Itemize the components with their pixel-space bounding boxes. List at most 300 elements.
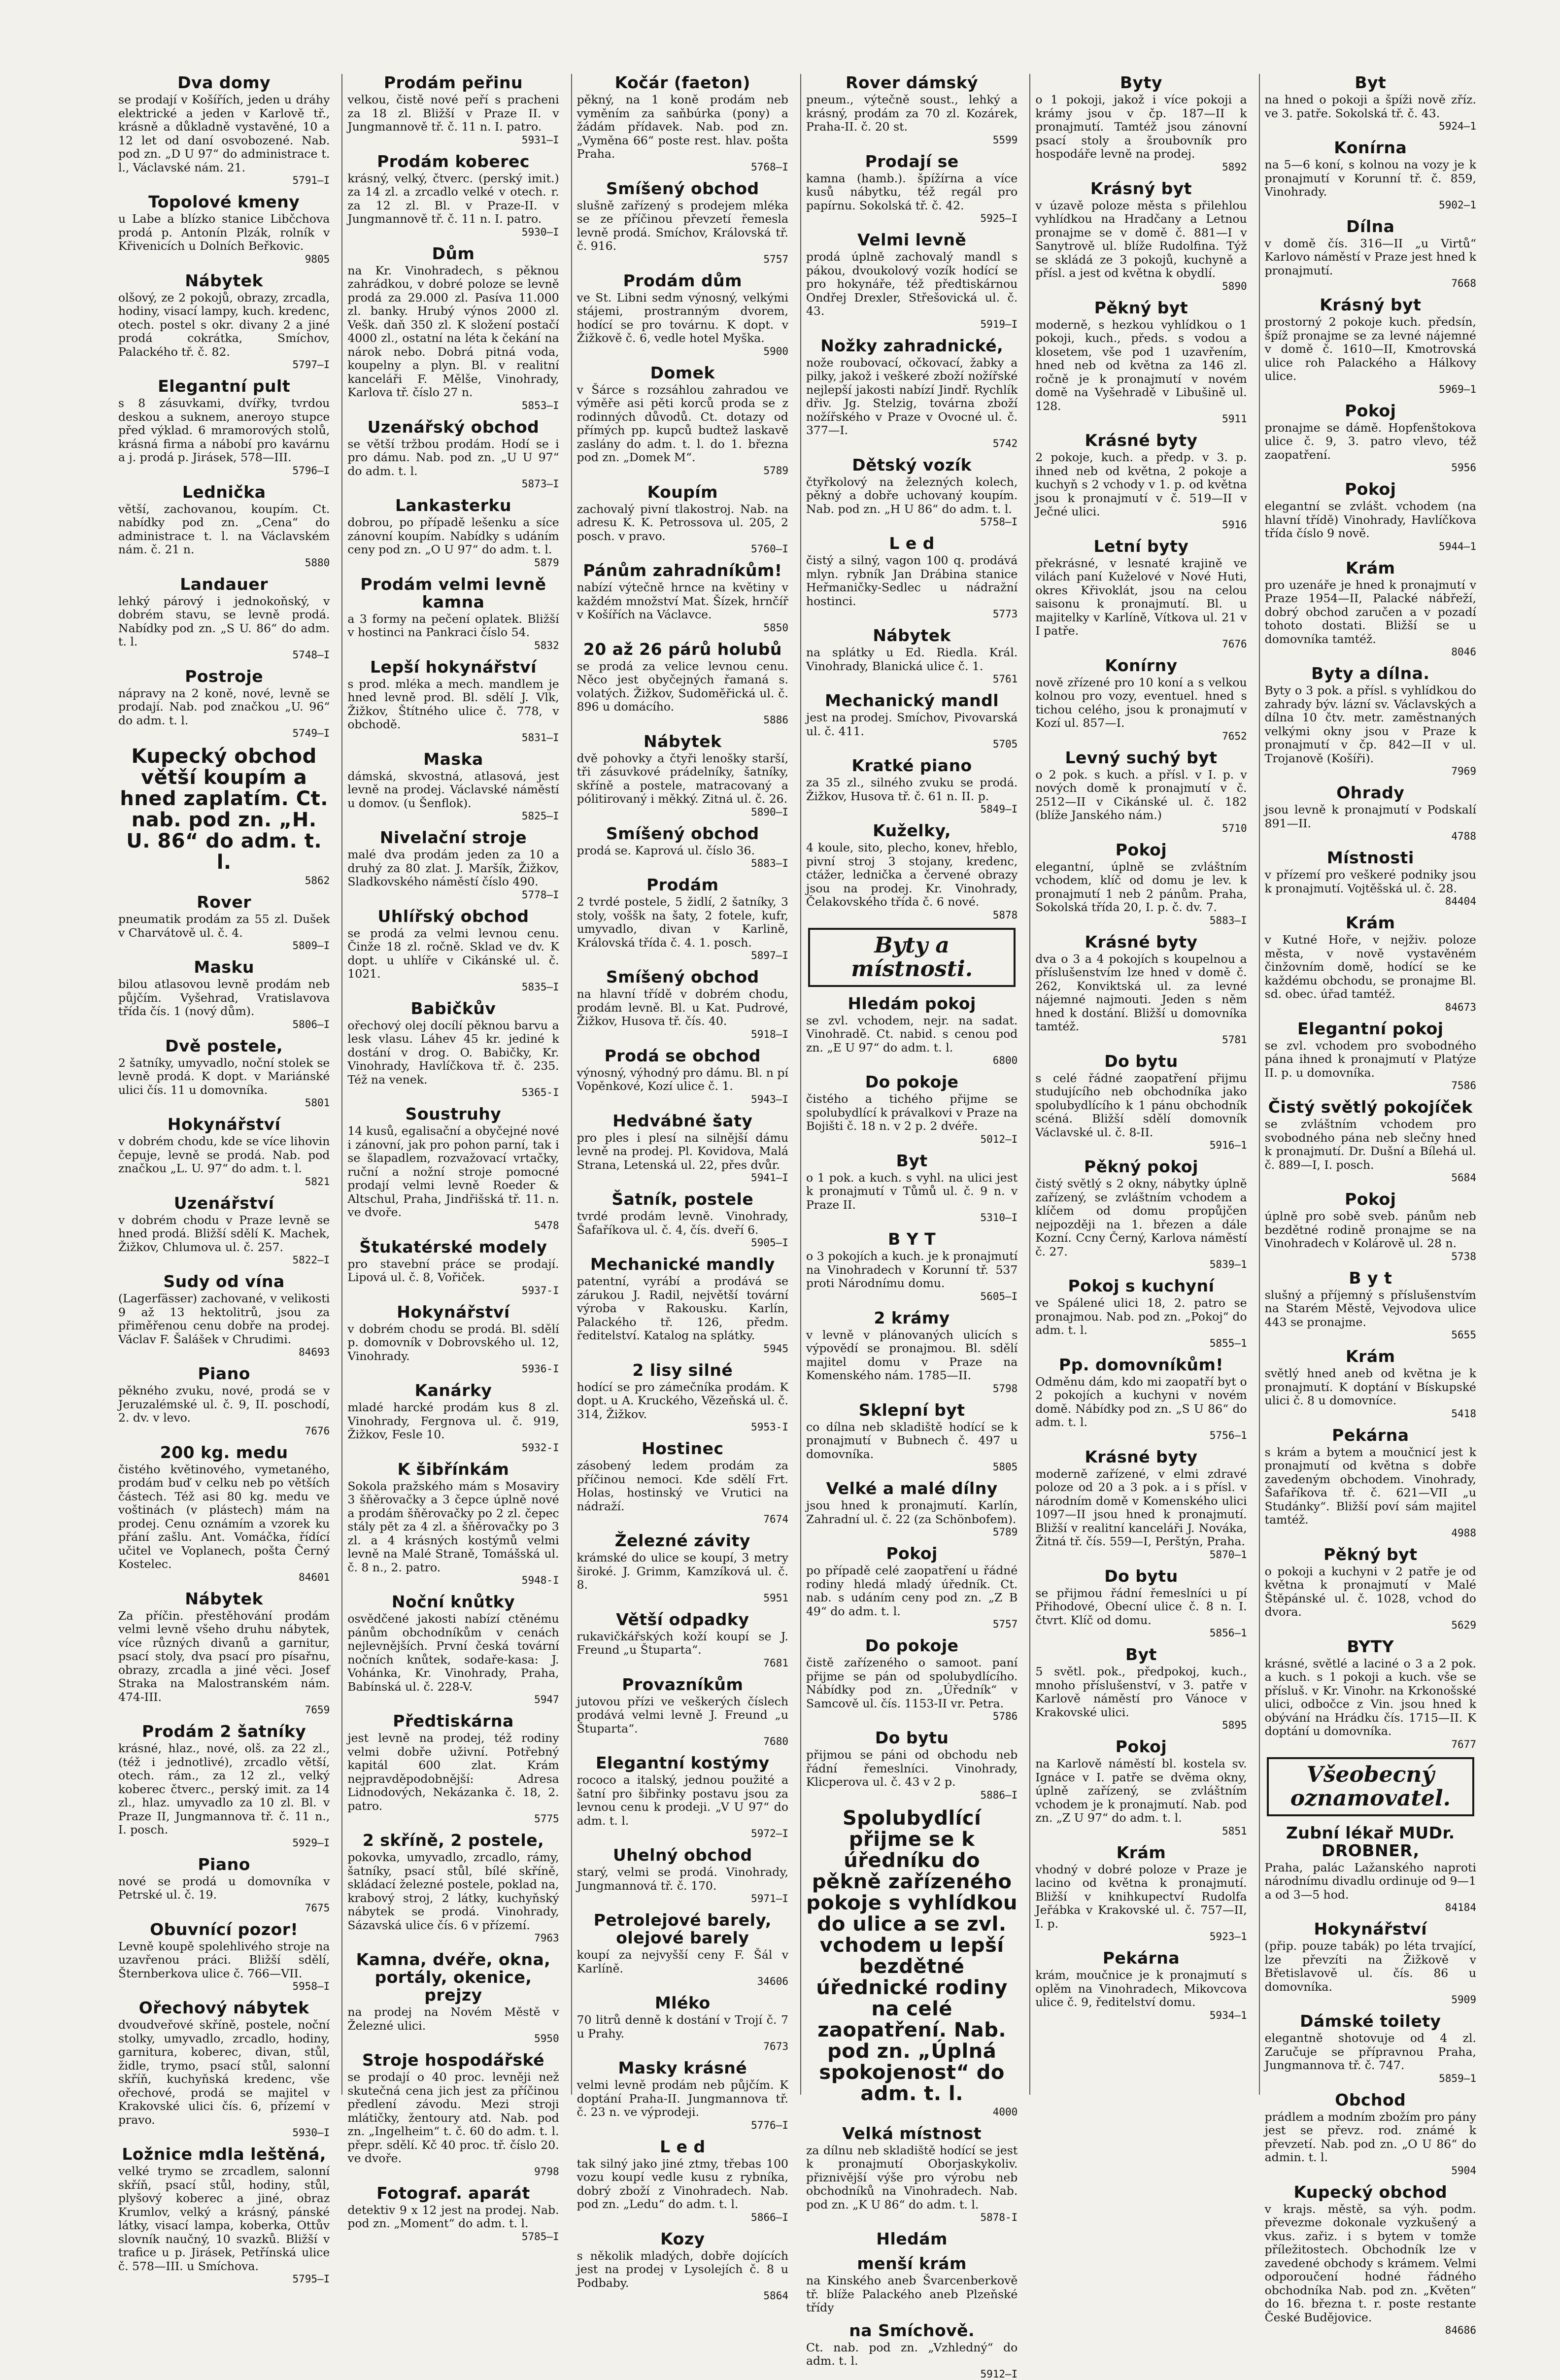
ad-body: světlý hned aneb od května je k pronajmutí. K doptání v Bískupské ulici č. 8 u domovníce. <box>1264 1366 1476 1407</box>
ad-body: Odměnu dám, kdo mi zaopatří byt o 2 pokojích a kuchyni v novém domě. Nábídky pod zn. „S U 86“ do adm. t. l. <box>1035 1374 1247 1429</box>
ad-code: 7668 <box>1451 277 1476 289</box>
column-5 <box>1029 74 1252 2095</box>
ad-title: Prodám koberec <box>377 151 530 171</box>
classified-ad <box>347 2051 559 2177</box>
ad-body: ořechový olej docílí pěknou barvu a lesk vlasu. Láhev 45 kr. jediné k dostání v drog. O. Babičky, Kr. Vinohrady, Havlíčkova tř. č. 235. Též na venek. <box>347 1018 559 1087</box>
ad-title: Levný suchý byt <box>1065 748 1218 767</box>
classified-ad <box>118 1999 330 2139</box>
ad-code: 5883—I <box>1209 914 1247 926</box>
ad-title: Pěkný byt <box>1323 1544 1418 1564</box>
classified-ad <box>1035 933 1247 1046</box>
ad-code: 5930—I <box>521 226 559 238</box>
classified-ad <box>577 74 788 173</box>
ad-code: 5749—I <box>292 727 330 739</box>
classified-ad <box>1265 402 1476 474</box>
ad-title: Mléko <box>654 1993 711 2012</box>
ad-body: ve Spálené ulici 18, 2. patro se pronajmou. Nab. pod zn. „Pokoj“ do adm. t. l. <box>1035 1296 1247 1337</box>
ad-body: pneumatik prodám za 55 zl. Dušek v Charvátově ul. č. 4. <box>118 912 330 940</box>
ad-code: 5892 <box>1222 161 1247 173</box>
classified-ad <box>347 153 559 238</box>
ad-title: Soustruhy <box>405 1104 502 1123</box>
ad-title: Uzenářství <box>173 1193 274 1213</box>
ad-code: 5629 <box>1451 1619 1476 1631</box>
ad-title: Prodám dům <box>623 271 743 290</box>
ad-code: 5797—I <box>292 359 330 371</box>
classified-ad <box>1035 432 1247 531</box>
ad-title: Dva domy <box>177 73 271 92</box>
ad-body: na 5—6 koní, s kolnou na vozy je k pronajmutí v Korunní tř. č. 859, Vinohrady. <box>1264 158 1476 199</box>
classified-ad <box>806 2230 1017 2248</box>
classified-ad <box>118 377 330 476</box>
ad-body: 2 tvrdé postele, 5 židlí, 2 šatníky, 3 stoly, voššk na šaty, 2 fotele, kufr, umyvadlo, divan v Karlině, Královská třída č. 4. 1. posch. <box>577 895 788 950</box>
classified-ad <box>118 893 330 952</box>
ad-code: 5902—1 <box>1439 199 1476 211</box>
classified-ad <box>1265 2091 1476 2176</box>
ad-code: 5795—I <box>292 2273 330 2285</box>
ad-body: a 3 formy na pečení oplatek. Bližší v hostinci na Pankraci číslo 54. <box>347 612 559 639</box>
ad-title: Kozy <box>660 2229 705 2248</box>
ad-title: Ohrady <box>1336 783 1405 802</box>
classified-ad <box>347 74 559 146</box>
ad-code: 5850 <box>763 621 788 634</box>
ad-title: L e d <box>889 534 935 553</box>
classified-ad <box>347 1303 559 1375</box>
ad-code: 5932-I <box>521 1441 559 1454</box>
ad-title: L e d <box>660 2137 706 2156</box>
classified-ad <box>118 1444 330 1583</box>
classified-ad <box>806 74 1017 146</box>
ad-title: Kratké piano <box>851 756 972 775</box>
ad-title: Ložnice mdla leštěná, <box>122 2144 326 2164</box>
classified-ad <box>1265 1348 1476 1420</box>
ad-title: Ořechový nábytek <box>138 1998 309 2017</box>
ad-body: na hned o pokoji a špíži nově zříz. ve 3. patře. Sokolská tř. č. 43. <box>1264 93 1476 120</box>
ad-title: Prodá se obchod <box>604 1046 761 1065</box>
ad-body: detektiv 9 x 12 jest na prodej. Nab. pod zn. „Moment“ do adm. t. l. <box>347 2203 559 2230</box>
ad-body: na Kinského aneb Švarcenberkově tř. blíže Palackého aneb Plzeňské třídy <box>806 2274 1018 2314</box>
classified-ad <box>1035 1277 1247 1349</box>
ad-body: výnosný, výhodný pro dámu. Bl. n pí Vopěnkové, Kozí ulice č. 1. <box>577 1065 788 1093</box>
ad-body: jest na prodej. Smíchov, Pivovarská ul. č. 411. <box>806 711 1018 738</box>
ad-code: 5880 <box>305 556 330 569</box>
ad-code: 5798 <box>992 1382 1018 1394</box>
classified-ad <box>347 1382 559 1454</box>
ad-body: za dílnu neb skladiště hodící se jest k pronajmutí Oborjaskykoliv. přiznivější výše pro výrobu neb obchodníků na Vinohradech. Nab. pod zn. „K U 86“ do adm. t. l. <box>806 2143 1018 2211</box>
classified-ad <box>1035 299 1247 425</box>
ad-body: prodá úplně zachovalý mandl s pákou, dvoukolový vozík hodící se pro hokynáře, též předtiskárnou Ondřej Drexler, Střešovická ul. č. 43. <box>806 250 1018 318</box>
ad-body: překrásné, v lesnaté krajině ve vilách paní Kuželové v Nové Huti, okres Křivoklát, jsou na celou saisonu k pronajmutí. Bl. u majitelky v Karlíně, Vítkova ul. 21 v I patře. <box>1035 556 1247 638</box>
ad-body: (Lagerfässer) zachované, v velikosti 9 až 13 hektolitrů, jsou za přiměřenou cenu dobře na prodej. Václav F. Šalášek v Chrudimi. <box>118 1292 330 1346</box>
ad-body: kamna (hamb.). špížírna a více kusů nábytku, též regál pro papírnu. Sokolská tř. č. 42. <box>806 171 1018 212</box>
ad-code: 5923—1 <box>1209 1931 1247 1942</box>
ad-title: Velmi levně <box>857 230 967 249</box>
ad-body: s krám a bytem a moučnicí jest k pronajmutí od května s dobře zavedeným obchodem. Vinohrady, Šafaříkova tř. č. 621—VII „u Studánky“. Bližší poví sám majitel tamtéž. <box>1264 1445 1476 1527</box>
ad-body: pro uzenáře je hned k pronajmutí v Praze 1954—II, Palacké nábřeží, dobrý obchod zaručen a v pozadí tohoto dostati. Bližší se u domovníka tamtéž. <box>1264 578 1476 646</box>
ad-title: Krásný byt <box>1090 178 1192 198</box>
ad-code: 5943—I <box>751 1093 788 1105</box>
classified-ad <box>577 1047 788 1105</box>
classified-ad <box>118 1590 330 1716</box>
classified-ad <box>577 1846 788 1904</box>
column-4 <box>800 73 1022 2380</box>
ad-title: Větší odpadky <box>616 1609 749 1629</box>
ad-title: Topolové kmeny <box>148 192 300 211</box>
ad-title: Prodají se <box>865 151 959 171</box>
classified-ad <box>577 1754 788 1839</box>
ad-body: moderně zařízené, v elmi zdravé poloze od 20 a 3 pok. a i s přísl. v národním domě v Komenského ulici 1097—II jsou hned k pronajmutí. Bližší v realitní kanceláři J. Nováka, Žitná tř. čís. 559—I, Perštýn, Praha. <box>1035 1466 1247 1548</box>
section-header <box>808 928 1016 987</box>
classified-ad <box>806 1808 1017 2118</box>
ad-title: Piano <box>198 1364 250 1383</box>
ad-code: 5710 <box>1222 822 1247 834</box>
classified-ad <box>577 180 788 265</box>
ad-code: 5760—I <box>751 543 788 555</box>
ad-body: v krajs. městě, sa výh. podm. převezme dokonale vyzkušený a vkus. zařiz. i s bytem v tomže příležitostech. Obchodník lze v zavedené obchody s krámem. Velmi odporoučení hodné řádného obchodníka Nab. pod zn. „Květen“ do 16. března t. r. poste restante České Budějovice. <box>1264 2202 1476 2324</box>
ad-code: 5418 <box>1451 1407 1476 1420</box>
classified-ad <box>1265 1020 1476 1092</box>
ad-body: elegantní, úplně se zvláštním vchodem, klíč od domu je lev. k pronajmutí 1 neb 2 pánům. Praha, Sokolská třída 20, I. p. č. dv. 7. <box>1035 859 1247 914</box>
ad-body: v dobrém chodu, kde se více lihovin čepuje, levně se prodá. Nab. pod značkou „L. U. 97“ do adm. t. l. <box>118 1134 330 1175</box>
ad-body: rukavičkářských koží koupí se J. Freund „u Štuparta“. <box>577 1629 788 1657</box>
ad-code: 5773 <box>992 608 1018 620</box>
classified-ad <box>347 1832 559 1944</box>
classified-ad <box>1265 1920 1476 2006</box>
ad-code: 7681 <box>763 1657 788 1669</box>
classified-ad <box>806 1637 1017 1722</box>
ad-title: Do pokoje <box>865 1636 959 1655</box>
classified-ad <box>1265 2183 1476 2337</box>
ad-code: 5012—I <box>980 1133 1018 1145</box>
ad-code: 5835—I <box>521 981 559 993</box>
column-1 <box>113 73 335 2285</box>
classified-ad <box>806 822 1017 921</box>
classified-ad <box>118 746 330 886</box>
ad-code: 84686 <box>1445 2324 1476 2336</box>
ad-code: 5853—I <box>521 399 559 411</box>
ad-title: Zubní lékař MUDr. DROBNER, <box>1286 1823 1455 1860</box>
ad-code: 5948-I <box>521 1574 559 1586</box>
ad-body: nabízí výtečně hrnce na květiny v každém množství Mat. Šízek, hrnčíř v Košířích na Václavce. <box>577 580 788 621</box>
ad-title: Uhlířský obchod <box>377 906 529 926</box>
ad-title: Koupím <box>647 482 718 502</box>
ad-code: 7673 <box>763 2040 788 2052</box>
ad-body: lehký párový i jednokoňský, v dobrém stavu, se levně prodá. Nabídky pod zn. „S U. 86“ do adm. t. l. <box>118 594 330 648</box>
ad-code: 5878-I <box>980 2211 1018 2223</box>
classified-ad <box>347 576 559 651</box>
ad-title: Hledám <box>876 2229 948 2248</box>
ad-title: Uzenářský obchod <box>367 417 540 437</box>
ad-code: 7969 <box>1451 765 1476 777</box>
ad-title: Byt <box>1125 1645 1157 1664</box>
classified-ad <box>1035 1567 1247 1639</box>
ad-body: na Karlově náměstí bl. kostela sv. Ignáce v I. patře se dvěma okny, úplně zařízený, se zvláštním vchodem je k pronajmutí. Nab. pod zn. „Z U 97“ do adm. t. l. <box>1035 1757 1247 1825</box>
ad-title: Krám <box>1346 558 1395 578</box>
ad-body: zachovalý pivní tlakostroj. Nab. na adresu K. K. Petrossova ul. 205, 2 posch. v pravo. <box>577 502 788 543</box>
ad-body: na prodej na Novém Městě v Železné ulici. <box>347 2005 559 2033</box>
ad-code: 5873—I <box>521 478 559 490</box>
ad-title: Byt <box>896 1151 928 1170</box>
classified-ad <box>577 1256 788 1355</box>
classified-ad <box>1265 74 1476 132</box>
classified-ad <box>577 2059 788 2131</box>
ad-body: v dobrém chodu se prodá. Bl. sdělí p. domovník v Dobrovského ul. 12, Vinohrady. <box>347 1322 559 1363</box>
ad-body: o 2 pok. s kuch. a přísl. v I. p. v nových domě k pronajmutí v č. 2512—II v Cikánské ul. č. 182 (blíže Janského nám.) <box>1035 767 1247 822</box>
ad-title: Pokoj <box>1345 401 1396 420</box>
ad-body: dobrou, po případě lešenku a síce zánovní koupím. Nabídky s udáním ceny pod zn. „O U 97“ do adm. t. l. <box>347 515 559 556</box>
classified-ad <box>347 658 559 744</box>
ad-code: 7659 <box>305 1704 330 1716</box>
classified-ad <box>1265 1427 1476 1539</box>
classified-ad <box>577 483 788 555</box>
classified-ad <box>1265 1190 1476 1262</box>
ad-code: 5839—1 <box>1209 1258 1247 1270</box>
classified-ad <box>577 1676 788 1748</box>
ad-title: Pokoj <box>1345 479 1396 499</box>
ad-code: 5310—I <box>980 1212 1018 1224</box>
ad-body: Ct. nab. pod zn. „Vzhledný“ do adm. t. l. <box>806 2340 1018 2368</box>
ad-title: 2 skříně, 2 postele, <box>362 1831 544 1850</box>
ad-code: 5791—I <box>292 174 330 186</box>
ad-title: B y t <box>1349 1268 1392 1288</box>
classified-ad <box>1265 1546 1476 1631</box>
ad-title: 200 kg. medu <box>160 1442 288 1462</box>
ad-code: 5870—1 <box>1209 1548 1247 1561</box>
ad-body: se zvl. vchodem pro svobodného pána ihned k pronajmutí v Platýze II. p. u domovníka. <box>1264 1038 1476 1080</box>
ad-title: Byty <box>1120 73 1162 92</box>
ad-title: na Smíchově. <box>849 2320 975 2340</box>
classified-ad <box>806 231 1017 330</box>
ad-code: 5822—I <box>292 1254 330 1266</box>
classified-ad <box>1035 1053 1247 1152</box>
ad-code: 34606 <box>757 1975 788 1987</box>
ad-title: Pokoj s kuchyní <box>1068 1276 1215 1295</box>
ad-code: 9798 <box>534 2165 559 2177</box>
classified-ad <box>1035 749 1247 834</box>
ad-body: s několik mladých, dobře dojících jest na prodej v Lysolejích č. 8 u Podbaby. <box>577 2248 788 2290</box>
ad-body: krámské do ulice se koupí, 3 metry široké. J. Grimm, Kamzíková ul. č. 8. <box>577 1551 788 1592</box>
classified-ad <box>347 497 559 569</box>
ad-code: 5856—1 <box>1209 1627 1247 1639</box>
ad-body: 14 kusů, egalisační a obyčejné nové i zánovní, jak pro pohon parní, tak i se šlapadlem, rozvažovací vrtačky, ruční a nožní stroje pomocné prodají velmi levně Roeder & Altschul, Praha, Jindřišská tř. 11. n. ve dvoře. <box>347 1124 559 1219</box>
ad-code: 5934—1 <box>1209 2009 1247 2021</box>
ad-body: jutovou přízi ve veškerých číslech prodává velmi levně J. Freund „u Štuparta“. <box>577 1694 788 1735</box>
ad-title: Byty a dílna. <box>1311 664 1430 683</box>
ad-title: Krásný byt <box>1320 295 1422 314</box>
ad-title: Kanárky <box>414 1381 492 1400</box>
ad-title: Do bytu <box>1104 1051 1178 1071</box>
ad-title: menší krám <box>857 2254 967 2273</box>
classified-ad <box>806 1073 1017 1145</box>
ad-code: 5855—1 <box>1209 1337 1247 1349</box>
classified-ad <box>347 1105 559 1231</box>
ad-body: v přízemí pro veškeré podniky jsou k pronajmutí. Vojtěšská ul. č. 28. <box>1264 868 1476 895</box>
ad-code: 5937-I <box>521 1284 559 1296</box>
classified-ad <box>577 2230 788 2302</box>
ad-title: Elegantní pult <box>158 376 291 396</box>
classified-ad <box>577 1440 788 1525</box>
classified-ad <box>347 1712 559 1825</box>
classified-ad <box>577 641 788 726</box>
ad-body: slušně zařízený s prodejem mléka se ze příčinou převzetí řemesla levně prodá. Smíchov, Královská tř. č. 916. <box>577 198 788 253</box>
ad-title: Uhelný obchod <box>613 1845 752 1865</box>
ad-title: Nábytek <box>185 1589 263 1608</box>
ad-title: Dům <box>432 243 475 263</box>
ad-code: 5890—I <box>751 806 788 818</box>
ad-code: 5757 <box>763 253 788 265</box>
ad-body: Sokola pražského mám s Mosaviry 3 šňěrovačky a 3 čepce úplně nové a prodám šňěrovačky po 2 zl. čepec stály pět za 4 zl. a šňěrovačky po 3 zl. a 4 krásných kostýmů velmi levně na Malé Straně, Tomášská ul. č. 8 n., 2. patro. <box>347 1479 559 1574</box>
ad-body: čistý a silný, vagon 100 q. prodává mlyn. rybník Jan Drábina stanice Heřmaničky-Sedlec u nádražní hostinci. <box>806 553 1018 608</box>
classified-ad <box>577 1611 788 1669</box>
classified-ad <box>1265 1269 1476 1341</box>
ad-code: 5944—1 <box>1439 540 1476 552</box>
ad-code: 5919—I <box>980 318 1018 330</box>
classified-ad <box>806 627 1017 685</box>
ad-code: 7677 <box>1451 1738 1476 1750</box>
ad-body: hodící se pro zámečníka prodám. K dopt. u A. Kruckého, Vězeňská ul. č. 314, Žižkov. <box>577 1380 788 1421</box>
ad-title: Velká místnost <box>842 2123 982 2143</box>
classified-ad <box>347 908 559 993</box>
ad-code: 5864 <box>763 2290 788 2302</box>
ad-code: 5886—I <box>980 1789 1018 1801</box>
classified-ad <box>577 562 788 634</box>
classified-ad <box>1265 1638 1476 1750</box>
ad-body: s prod. mléka a mech. mandlem je hned levně prod. Bl. sdělí J. Vlk, Žižkov, Štítného ulice č. 778, v obchodě. <box>347 677 559 731</box>
classified-ad <box>806 1545 1017 1630</box>
classified-ad <box>577 2138 788 2223</box>
classified-ad <box>577 1911 788 1987</box>
ad-body: úplně pro sobě sveb. pánům neb bezdětné rodině pronajme se na Vinohradech v Kolárově ul. 28 n. <box>1264 1209 1476 1250</box>
classified-ad <box>118 668 330 740</box>
classified-ad <box>1265 784 1476 842</box>
ad-body: krám, moučnice je k pronajmutí s oplěm na Vinohradech, Mikovcova ulice č. 9, ředitelství domu. <box>1035 1968 1247 2009</box>
ad-title: 2 lisy silné <box>632 1360 733 1380</box>
ad-title: Lednička <box>182 482 266 502</box>
classified-ad <box>806 1480 1017 1538</box>
section-header <box>1267 1757 1474 1816</box>
ad-title: Dětský vozík <box>852 455 972 475</box>
ad-code: 5900 <box>763 345 788 357</box>
classified-ad <box>347 245 559 411</box>
ad-body: na hlavní třídě v dobrém chodu, prodám levně. Bl. u Kat. Pudrové, Žižkov, Husova tř. čís. 40. <box>577 987 788 1028</box>
ad-code: 5778—I <box>521 888 559 901</box>
ad-code: 5825—I <box>521 810 559 822</box>
ad-code: 5947 <box>534 1694 559 1705</box>
ad-code: 5796—I <box>292 464 330 476</box>
classified-ad <box>118 2145 330 2285</box>
ad-code: 5883—I <box>751 857 788 869</box>
ad-title: Nožky zahradnické, <box>820 336 1004 355</box>
classified-ad <box>1265 914 1476 1013</box>
ad-body: s celé řádné zaopatření přijmu studujícího neb obchodníka jako spolubydlícího k 1 pánu obchodník scéná. Bližší sdělí domovník Václavské ul. č. 8-II. <box>1035 1071 1247 1139</box>
ad-body: 4 koule, sito, plecho, konev, hřeblo, pivní stroj 3 stojany, kredenc, ctážer, lednička a červené obrazy jsou na prodej. Kr. Vinohrady, Čelakovského třída č. 6 nové. <box>806 841 1018 909</box>
ad-code: 5786 <box>992 1710 1018 1722</box>
ad-title: Smíšený obchod <box>606 823 759 843</box>
classified-ad <box>118 1723 330 1849</box>
ad-code: 5756—1 <box>1209 1429 1247 1441</box>
ad-body: starý, velmi se prodá. Vinohrady, Jungmannová tř. č. 170. <box>577 1865 788 1893</box>
ad-code: 7676 <box>305 1425 330 1437</box>
ad-title: Železné závity <box>614 1531 750 1550</box>
ad-title: Nábytek <box>873 626 951 645</box>
ad-code: 5931—I <box>521 134 559 146</box>
ad-body: velké trymo se zrcadlem, salonní skříň, psací stůl, hodiny, stůl, plyšový koberec a jiné, obraz Krumlov, velký a krásný, pánské látky, visací lampa, koberka, Ottův slovník naučný, 10 svazků. Bližší v trafice u p. Jirásek, Petřínská ulice č. 578—III. u Smíchova. <box>118 2164 330 2273</box>
ad-title: Pokoj <box>1115 1737 1167 1756</box>
ad-body: 2 šatníky, umyvadlo, noční stolek se levně prodá. K dopt. v Mariánské ulici čís. 11 u domovníka. <box>118 1055 330 1097</box>
ad-body: nože roubovací, očkovací, žabky a pilky, jakož i veškeré zboží nožířské nejlepší jakosti nabízí Jindř. Rychlík dřiv. Jg. Stelzig, továrna zboží nožířského v Praze v Ovocné ul. č. 377—I. <box>806 355 1018 437</box>
ad-title: Hledám pokoj <box>848 993 976 1013</box>
ad-body: o 3 pokojích a kuch. je k pronajmutí na Vinohradech v Korunní tř. 537 proti Národnímu domu. <box>806 1249 1018 1290</box>
ad-title: Kupecký obchod <box>1293 2182 1448 2202</box>
ad-title: Čistý světlý pokojíček <box>1268 1097 1473 1117</box>
ad-body: čtyřkolový na železných kolech, pěkný a dobře uchovaný koupím. Nab. pod zn. „H U 86“ do adm. t. l. <box>806 475 1018 516</box>
classified-columns <box>113 73 1481 2380</box>
classified-ad <box>347 1951 559 2044</box>
classified-ad <box>806 153 1017 225</box>
classified-ad <box>577 1532 788 1604</box>
classified-ad <box>577 968 788 1040</box>
classified-ad <box>118 1921 330 1993</box>
ad-body: větší, zachovanou, koupím. Ct. nabídky pod zn. „Cena“ do administrace t. l. na Václavském nám. č. 21 n. <box>118 502 330 556</box>
ad-body: o pokoji a kuchyni v 2 patře je od května k pronajmutí v Malé Štěpánské ul. č. 1028, vchod do dvora. <box>1264 1564 1476 1619</box>
ad-body: nové se prodá u domovníka v Petrské ul. č. 19. <box>118 1874 330 1902</box>
ad-code: 5936-I <box>521 1363 559 1375</box>
ad-title: Elegantní pokoj <box>1297 1019 1444 1038</box>
ad-body: za 35 zl., silného zvuku se prodá. Žižkov, Husova tř. č. 61 n. II. p. <box>806 776 1018 803</box>
ad-body: velmi levně prodám neb půjčím. K doptání Praha-II. Jungmannova tř. č. 23 n. ve výprodeji. <box>577 2078 788 2119</box>
ad-title: Krásné byty <box>1085 431 1198 450</box>
ad-body: o 1 pokoji, jakož i více pokoji a krámy jsou v čp. 187—II k pronajmutí. Tamtéž jsou zánovní psací stoly a šroubovník pro hospodáře levně na prodej. <box>1035 93 1247 161</box>
ad-title: Mechanické mandly <box>590 1255 775 1274</box>
ad-title: Obchod <box>1335 2090 1406 2109</box>
ad-title: Pěkný pokoj <box>1084 1157 1198 1176</box>
ad-code: 4788 <box>1451 830 1476 842</box>
ad-code: 7652 <box>1222 730 1247 742</box>
classified-ad <box>806 2322 1017 2380</box>
classified-ad <box>806 995 1017 1067</box>
ad-code: 5655 <box>1451 1329 1476 1341</box>
ad-code: 5684 <box>1451 1172 1476 1184</box>
ad-title: Krám <box>1346 913 1395 932</box>
ad-code: 5972—I <box>751 1828 788 1839</box>
ad-code: 5916—1 <box>1209 1139 1247 1151</box>
classified-ad <box>1265 1824 1476 1914</box>
ad-code: 5895 <box>1222 1719 1247 1731</box>
ad-title: Kočár (faeton) <box>614 73 750 92</box>
ad-code: 5956 <box>1451 462 1476 474</box>
column-6 <box>1259 73 1481 2336</box>
ad-code: 5832 <box>534 639 559 651</box>
classified-ad <box>806 1230 1017 1302</box>
ad-body: přijmou se páni od obchodu neb řádní řemeslníci. Vinohrady, Klicperova ul. č. 43 v 2 p. <box>806 1748 1018 1789</box>
ad-code: 5365-I <box>521 1087 559 1098</box>
ad-body: bilou atlasovou levně prodám neb půjčím. Vyšehrad, Vratislavova třída čís. 1 (nový dům). <box>118 977 330 1018</box>
ad-code: 84601 <box>299 1571 330 1583</box>
ad-body: se prodá za velice levnou cenu. Něco jest obyčejných řamaná s. volatých. Žižkov, Sudoměřická ul. č. 896 u domácího. <box>577 659 788 714</box>
ad-title: Kupecký obchod větší koupím a hned zaplatím. Ct. nab. pod zn. „H. U. 86“ do adm. t. l. <box>120 745 328 874</box>
ad-code: 84673 <box>1445 1001 1476 1013</box>
ad-title: Petrolejové barely, olejové barely <box>593 1910 772 1947</box>
ad-title: Konírny <box>1105 655 1178 675</box>
ad-code: 5789 <box>992 1526 1018 1538</box>
ad-body: v domě čís. 316—II „u Virtů“ Karlovo náměstí v Praze jest hned k pronajmutí. <box>1264 236 1476 277</box>
ad-body: 70 litrů denně k dostání v Trojí č. 7 u Prahy. <box>577 2013 788 2040</box>
ad-body: dvě pohovky a čtyři lenošky starší, tři zásuvkové prádelníky, šatníky, skříně a postele, matracovaný a pólitirovaný i měkký. Zitná ul. č. 26. <box>577 751 788 806</box>
ad-code: 5605—I <box>980 1290 1018 1302</box>
ad-body: prádlem a modním zbožím pro pány jest se převz. rod. známé k převzetí. Nab. pod zn. „O U 86“ do admin. t. l. <box>1264 2109 1476 2164</box>
ad-code: 5849—I <box>980 803 1018 815</box>
ad-title: 2 krámy <box>874 1308 950 1327</box>
ad-title: Prodám 2 šatníky <box>142 1722 306 1741</box>
